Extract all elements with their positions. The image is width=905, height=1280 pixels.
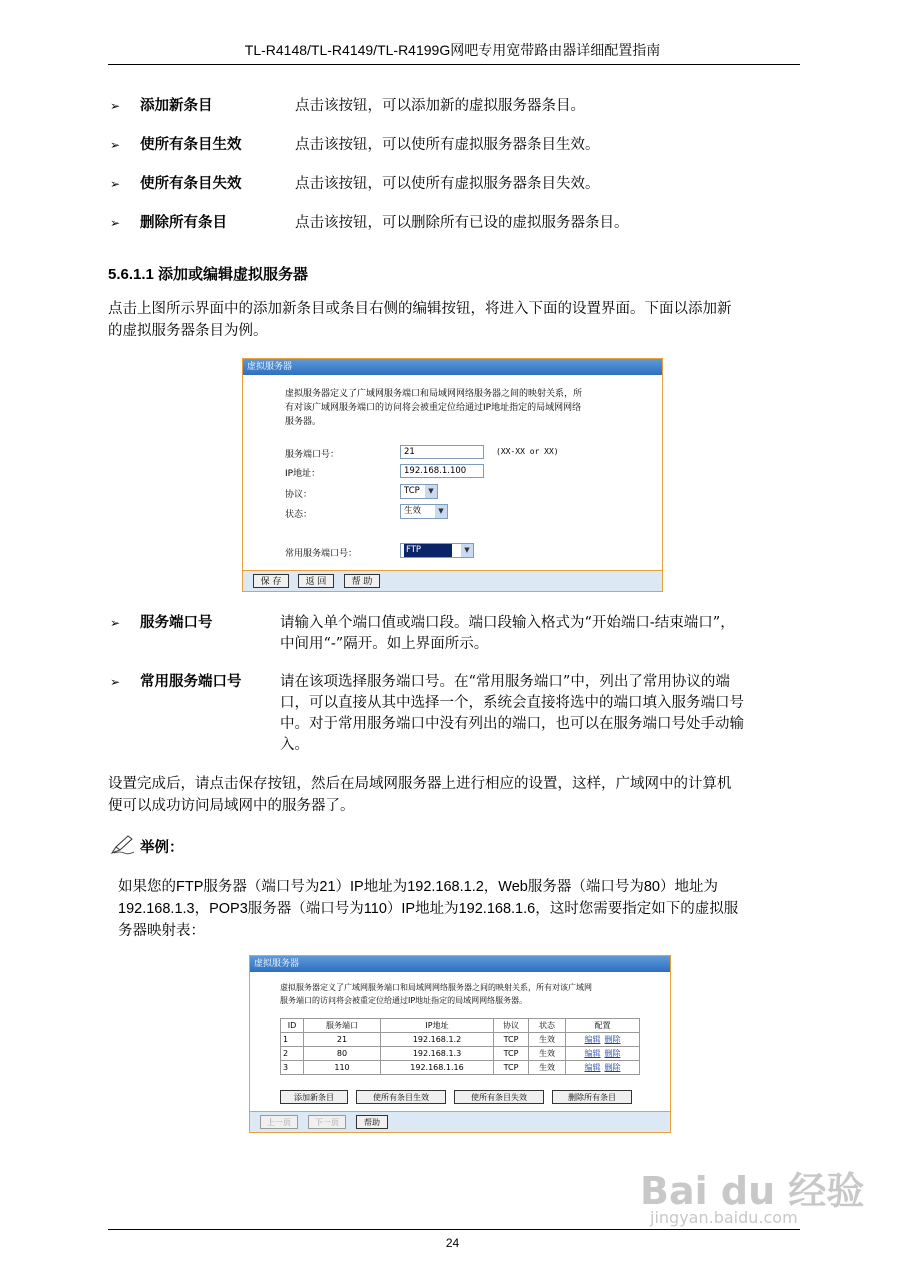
edit-link[interactable]: 编辑 xyxy=(584,1063,601,1072)
bullet-arrow-icon: ➢ xyxy=(110,616,121,630)
bullet-term: 服务端口号 xyxy=(140,614,213,631)
row-ip: 192.168.1.3 xyxy=(381,1047,494,1061)
row-ip: 192.168.1.16 xyxy=(381,1061,494,1075)
protocol-value: TCP xyxy=(404,486,420,496)
back-button[interactable]: 返 回 xyxy=(298,574,334,588)
example-line-2: 192.168.1.3，POP3服务器（端口号为110）IP地址为192.168.1.6，这时您需要指定如下的虚拟服 xyxy=(118,901,739,917)
bullet-arrow-icon: ➢ xyxy=(110,138,121,152)
enable-all-button[interactable]: 使所有条目生效 xyxy=(356,1090,446,1104)
after-line-2: 便可以成功访问局域网中的服务器了。 xyxy=(108,798,355,814)
disable-all-button[interactable]: 使所有条目失效 xyxy=(454,1090,544,1104)
row-status: 生效 xyxy=(529,1047,566,1061)
row-ip: 192.168.1.2 xyxy=(381,1033,494,1047)
header-rule xyxy=(108,64,800,65)
panel-desc-line: 虚拟服务器定义了广域网服务端口和局域网网络服务器之间的映射关系，所有对该广域网 xyxy=(280,983,592,992)
pen-note-icon xyxy=(110,833,136,855)
chevron-down-icon: ▼ xyxy=(435,505,447,518)
row-config xyxy=(566,1061,640,1075)
bullet-desc: 点击该按钮，可以添加新的虚拟服务器条目。 xyxy=(295,98,585,114)
panel-desc-line: 服务器。 xyxy=(285,417,322,427)
column-header: 协议 xyxy=(494,1019,529,1033)
row-port: 110 xyxy=(304,1061,381,1075)
panel-title: 虚拟服务器 xyxy=(243,359,662,375)
bullet-term: 删除所有条目 xyxy=(140,214,227,231)
row-id: 3 xyxy=(281,1061,304,1075)
watermark-logo: Bai du 经验 xyxy=(640,1169,865,1213)
row-status: 生效 xyxy=(529,1061,566,1075)
bullet-term: 添加新条目 xyxy=(140,97,213,114)
service-port-input[interactable]: 21 xyxy=(400,445,484,459)
row-config xyxy=(566,1033,640,1047)
common-port-desc-4: 入。 xyxy=(280,737,309,753)
common-port-desc-3: 中。对于常用服务端口中没有列出的端口，也可以在服务端口号处手动输 xyxy=(280,716,744,732)
port-format-hint: (XX-XX or XX) xyxy=(496,447,559,456)
next-page-button[interactable]: 下一页 xyxy=(308,1115,346,1129)
table-header-row xyxy=(281,1019,640,1033)
panel-footer xyxy=(243,570,662,591)
help-button[interactable]: 帮助 xyxy=(356,1115,388,1129)
bullet-desc: 点击该按钮，可以删除所有已设的虚拟服务器条目。 xyxy=(295,215,629,231)
bullet-arrow-icon: ➢ xyxy=(110,99,121,113)
common-port-label: 常用服务端口号： xyxy=(285,549,358,559)
row-protocol: TCP xyxy=(494,1061,529,1075)
row-status: 生效 xyxy=(529,1033,566,1047)
table-row xyxy=(281,1061,640,1075)
bullet-desc: 点击该按钮，可以使所有虚拟服务器条目失效。 xyxy=(295,176,600,192)
section-number: 5.6.1.1 xyxy=(108,266,154,283)
after-line-1: 设置完成后，请点击保存按钮，然后在局域网服务器上进行相应的设置，这样，广域网中的计算机 xyxy=(108,776,732,792)
delete-link[interactable]: 删除 xyxy=(604,1049,621,1058)
bullet-term: 常用服务端口号 xyxy=(140,673,242,690)
prev-page-button[interactable]: 上一页 xyxy=(260,1115,298,1129)
panel-title: 虚拟服务器 xyxy=(250,956,670,972)
column-header: 配置 xyxy=(566,1019,640,1033)
table-row xyxy=(281,1033,640,1047)
common-port-desc-1: 请在该项选择服务端口号。在“常用服务端口”中，列出了常用协议的端 xyxy=(280,674,730,690)
column-header: 服务端口 xyxy=(304,1019,381,1033)
protocol-select[interactable] xyxy=(400,484,438,499)
add-entry-button[interactable]: 添加新条目 xyxy=(280,1090,348,1104)
column-header: 状态 xyxy=(529,1019,566,1033)
status-select[interactable] xyxy=(400,504,448,519)
common-port-select[interactable] xyxy=(400,543,474,558)
delete-all-button[interactable]: 删除所有条目 xyxy=(552,1090,632,1104)
ip-address-input[interactable]: 192.168.1.100 xyxy=(400,464,484,478)
row-config xyxy=(566,1047,640,1061)
status-label: 状态： xyxy=(285,510,313,520)
example-line-1: 如果您的FTP服务器（端口号为21）IP地址为192.168.1.2，Web服务器（端口号为80）地址为 xyxy=(118,879,718,895)
port-label: 服务端口号： xyxy=(285,450,340,460)
ip-label: IP地址： xyxy=(285,469,321,479)
service-port-desc-2: 中间用“-”隔开。如上界面所示。 xyxy=(280,636,489,652)
chevron-down-icon: ▼ xyxy=(461,544,473,557)
watermark-url: jingyan.baidu.com xyxy=(650,1208,798,1227)
edit-link[interactable]: 编辑 xyxy=(584,1035,601,1044)
delete-link[interactable]: 删除 xyxy=(604,1063,621,1072)
table-row xyxy=(281,1047,640,1061)
page-header: TL-R4148/TL-R4149/TL-R4199G网吧专用宽带路由器详细配置指南 xyxy=(244,42,661,58)
intro-line-2: 的虚拟服务器条目为例。 xyxy=(108,323,268,339)
row-id: 2 xyxy=(281,1047,304,1061)
protocol-label: 协议： xyxy=(285,490,313,500)
virtual-server-table xyxy=(280,1018,640,1075)
panel-desc-line: 有对该广域网服务端口的访问将会被重定位给通过IP地址指定的局域网网络 xyxy=(285,403,582,413)
row-protocol: TCP xyxy=(494,1047,529,1061)
row-id: 1 xyxy=(281,1033,304,1047)
common-port-desc-2: 口，可以直接从其中选择一个，系统会直接将选中的端口填入服务端口号 xyxy=(280,695,744,711)
panel-desc-line: 服务端口的访问将会被重定位给通过IP地址指定的局域网网络服务器。 xyxy=(280,996,528,1005)
chevron-down-icon: ▼ xyxy=(425,485,437,498)
example-label: 举例： xyxy=(140,839,184,856)
row-port: 21 xyxy=(304,1033,381,1047)
panel-footer xyxy=(250,1111,670,1132)
row-protocol: TCP xyxy=(494,1033,529,1047)
bullet-term: 使所有条目失效 xyxy=(140,175,242,192)
delete-link[interactable]: 删除 xyxy=(604,1035,621,1044)
help-button[interactable]: 帮 助 xyxy=(344,574,380,588)
section-heading xyxy=(108,263,308,284)
row-port: 80 xyxy=(304,1047,381,1061)
page-number: 24 xyxy=(445,1236,460,1250)
footer-rule xyxy=(108,1229,800,1230)
intro-line-1: 点击上图所示界面中的添加新条目或条目右侧的编辑按钮，将进入下面的设置界面。下面以添加新 xyxy=(108,301,732,317)
virtual-server-edit-panel xyxy=(242,358,663,592)
edit-link[interactable]: 编辑 xyxy=(584,1049,601,1058)
common-port-value: FTP xyxy=(404,544,452,557)
bullet-arrow-icon: ➢ xyxy=(110,675,121,689)
status-value: 生效 xyxy=(404,506,422,516)
example-line-3: 务器映射表： xyxy=(118,923,205,939)
column-header: ID xyxy=(281,1019,304,1033)
save-button[interactable]: 保 存 xyxy=(253,574,289,588)
service-port-desc-1: 请输入单个端口值或端口段。端口段输入格式为“开始端口-结束端口”， xyxy=(280,615,735,631)
bullet-desc: 点击该按钮，可以使所有虚拟服务器条目生效。 xyxy=(295,137,600,153)
panel-desc-line: 虚拟服务器定义了广域网服务端口和局域网网络服务器之间的映射关系，所 xyxy=(285,389,583,399)
bullet-term: 使所有条目生效 xyxy=(140,136,242,153)
bullet-arrow-icon: ➢ xyxy=(110,177,121,191)
section-title: 添加或编辑虚拟服务器 xyxy=(158,265,309,283)
bullet-arrow-icon: ➢ xyxy=(110,216,121,230)
virtual-server-list-panel xyxy=(249,955,671,1133)
column-header: IP地址 xyxy=(381,1019,494,1033)
